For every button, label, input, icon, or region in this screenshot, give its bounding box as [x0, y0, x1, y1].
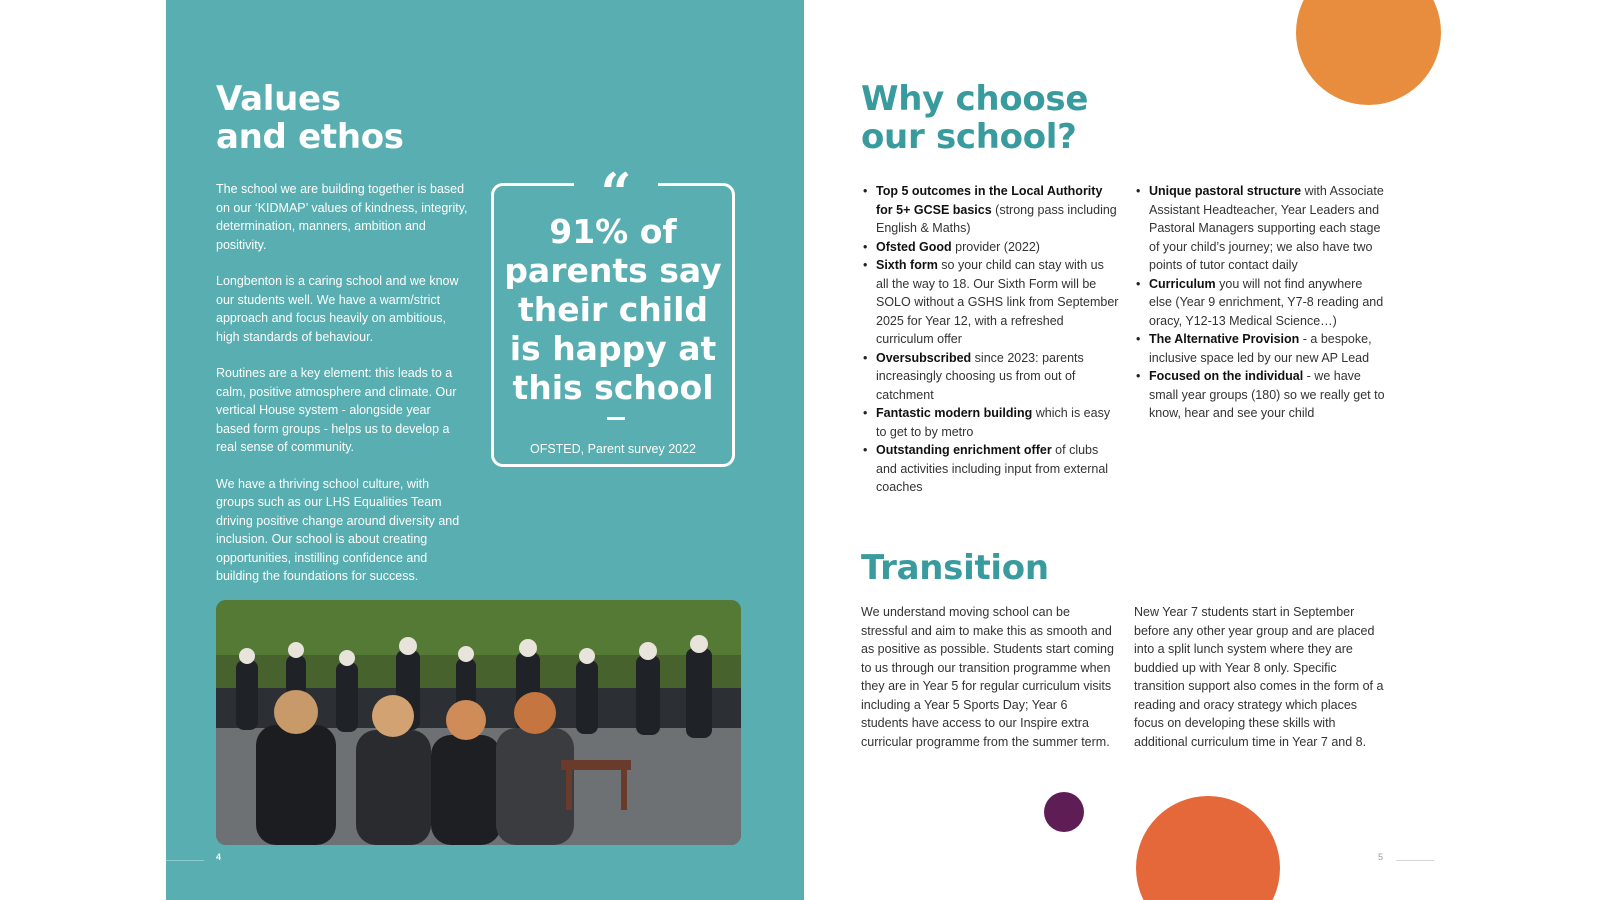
- quote-source: OFSTED, Parent survey 2022: [529, 442, 697, 456]
- list-item-bold: Sixth form: [876, 258, 938, 272]
- list-item: [861, 404, 1119, 441]
- list-item-bold: Oversubscribed: [876, 350, 972, 365]
- list-item-text: since 2023: parents increasingly choosing us from out of catchment: [876, 350, 1084, 402]
- list-item-bold: Fantastic modern building: [876, 406, 1033, 420]
- list-item-text: of clubs and activities including input from external coaches: [876, 443, 1109, 494]
- decorative-orange-circle: [1296, 0, 1441, 105]
- why-choose-title-line1: Why choose: [861, 79, 1089, 119]
- page-number: 5: [1378, 852, 1384, 862]
- students-photo: [216, 600, 741, 845]
- quote-divider: [607, 417, 625, 420]
- list-item: [861, 349, 1119, 405]
- page-number: 4: [216, 852, 222, 862]
- list-item-text: so your child can stay with us all the way to 18. Our Sixth Form will be SOLO without a GSHS link from September 2025 for Year 12, with a refreshed curriculum offer: [876, 258, 1119, 346]
- reasons-list-right: [1134, 182, 1386, 423]
- transition-paragraph: New Year 7 students start in September before any other year group and are placed into a split lunch system where they are buddied up with Year 8 only. Specific transition support also comes in the form of a reading and oracy strategy which places focus on developing these skills with additional curriculum time in Year 7 and 8.: [1134, 605, 1384, 749]
- transition-paragraph: We understand moving school can be stressful and aim to make this as smooth and as positive as possible. Students start coming to us through our transition programme when they are in Year 5 for regular curriculum visits including a Year 5 Sports Day; Year 6 students have access to our Inspire extra curricular programme from the summer term.: [861, 605, 1114, 749]
- values-paragraph: Longbenton is a caring school and we know our students well. We have a warm/strict approach and focus heavily on ambitious, high standards of behaviour.: [216, 274, 459, 344]
- list-item-text: you will not find anywhere else (Year 9 enrichment, Y7-8 reading and oracy, Y12-13 Medical Science…): [1149, 276, 1384, 328]
- list-item: [1134, 275, 1386, 331]
- quote-mark-icon: “: [574, 168, 658, 204]
- list-item-bold: The Alternative Provision: [1149, 332, 1300, 346]
- list-item: [1134, 182, 1386, 275]
- list-item-bold: Ofsted Good: [876, 239, 952, 254]
- list-item-bold: Focused on the individual: [1149, 369, 1304, 383]
- list-item: [861, 441, 1119, 497]
- list-item-bold: Outstanding enrichment offer: [876, 443, 1052, 457]
- list-item-text: which is easy to get to by metro: [876, 406, 1111, 439]
- list-item: [861, 238, 1119, 257]
- values-title-line2: and ethos: [216, 117, 404, 157]
- list-item-bold: Unique pastoral structure: [1149, 184, 1302, 198]
- left-page: [166, 0, 804, 900]
- list-item: [861, 182, 1119, 238]
- values-title-line1: Values: [216, 79, 341, 119]
- reasons-list-left: [861, 182, 1119, 497]
- why-choose-title-line2: our school?: [861, 117, 1077, 157]
- quote-text: 91% of parents say their child is happy at this school: [504, 212, 722, 407]
- values-paragraphs: [216, 180, 468, 604]
- transition-title: Transition: [861, 548, 1049, 588]
- list-item: [1134, 330, 1386, 367]
- decorative-purple-circle: [1044, 792, 1084, 832]
- list-item-text: provider (2022): [951, 239, 1040, 254]
- values-title: [216, 80, 404, 156]
- quote-box: [491, 161, 735, 467]
- students-photo-illustration: [216, 600, 741, 845]
- list-item: [1134, 367, 1386, 423]
- list-item-text: (strong pass including English & Maths): [876, 202, 1117, 235]
- decorative-orange-circle: [1136, 796, 1280, 900]
- values-paragraph: The school we are building together is based on our ‘KIDMAP’ values of kindness, integrity, determination, manners, ambition and positivity.: [216, 182, 468, 252]
- footer-rule: [1396, 860, 1434, 861]
- values-paragraph: We have a thriving school culture, with groups such as our LHS Equalities Team driving positive change around diversity and inclusion. Our school is about creating opportunities, instilling confidence and building the foundations for success.: [216, 476, 460, 583]
- list-item: [861, 256, 1119, 349]
- list-item-bold: Curriculum: [1149, 276, 1216, 291]
- footer-rule: [166, 860, 204, 861]
- list-item-text: with Associate Assistant Headteacher, Year Leaders and Pastoral Managers supporting each stage of your child’s journey; we also have two points of tutor contact daily: [1149, 184, 1384, 272]
- list-item-text: - we have small year groups (180) so we really get to know, hear and see your child: [1149, 369, 1385, 420]
- list-item-bold: Top 5 outcomes in the Local Authority for 5+ GCSE basics: [876, 184, 1103, 217]
- why-choose-title: [861, 80, 1088, 156]
- values-paragraph: Routines are a key element: this leads to a calm, positive atmosphere and climate. Our vertical House system - alongside year based form groups - helps us to develop a real sense of community.: [216, 366, 457, 454]
- right-page: [804, 0, 1442, 900]
- list-item-text: - a bespoke, inclusive space led by our new AP Lead: [1149, 332, 1372, 365]
